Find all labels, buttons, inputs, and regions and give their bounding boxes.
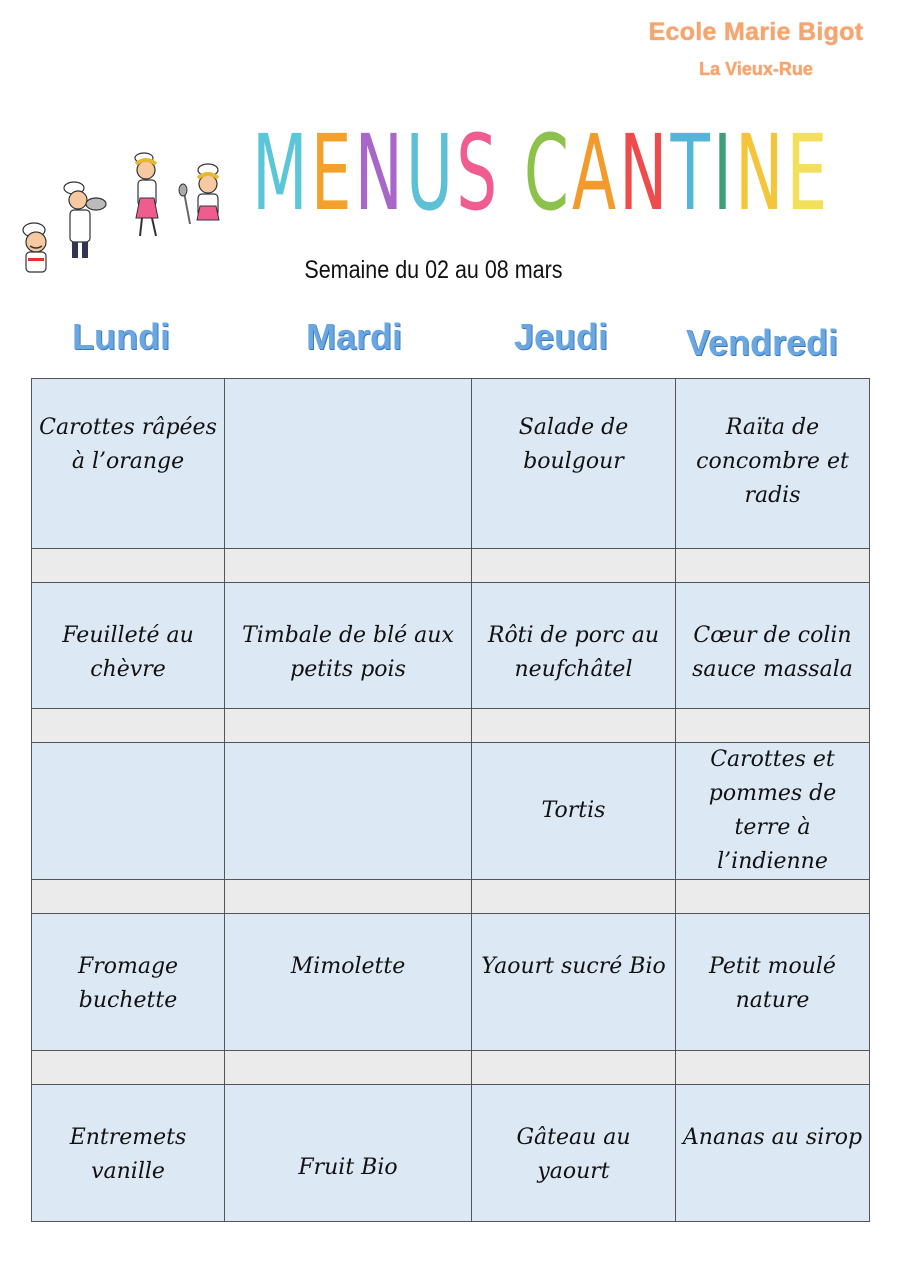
title-letter: N	[735, 112, 787, 234]
title-letter: T	[670, 112, 714, 234]
menu-cell: Petit moulé nature	[676, 914, 870, 1051]
table-row	[32, 743, 870, 880]
separator-row	[32, 549, 870, 583]
menu-cell: Carottes et pommes de terre à l’indienne	[676, 743, 870, 880]
title-letter: N	[619, 112, 671, 234]
menu-cell: Ananas au sirop	[676, 1085, 870, 1222]
menu-cell: Gâteau au yaourt	[472, 1085, 676, 1222]
day-header-vendredi: Vendredi	[686, 322, 839, 363]
table-row	[32, 914, 870, 1051]
menu-cell: Rôti de porc au neufchâtel	[472, 583, 676, 709]
school-name: Ecole Marie Bigot	[648, 18, 864, 46]
title-letter: C	[523, 112, 572, 234]
chef-icon	[179, 164, 219, 224]
school-header	[636, 18, 876, 80]
menu-cell: Cœur de colin sauce massala	[676, 583, 870, 709]
table-row	[32, 583, 870, 709]
menu-cell: Fromage buchette	[32, 914, 225, 1051]
menu-cell: Carottes râpées à l’orange	[32, 379, 225, 549]
menu-cell	[32, 743, 225, 880]
day-header-mardi: Mardi	[306, 316, 403, 357]
menu-cell: Fruit Bio	[225, 1085, 472, 1222]
table-row	[32, 1085, 870, 1222]
title-letter: E	[786, 112, 831, 234]
menu-cell	[225, 743, 472, 880]
title-letter: M	[252, 112, 311, 234]
day-header-jeudi: Jeudi	[514, 316, 609, 357]
table-row	[32, 379, 870, 549]
title-letter	[500, 108, 524, 238]
school-town: La Vieux-Rue	[699, 59, 813, 79]
menu-table	[31, 378, 870, 1222]
chef-icon	[64, 182, 106, 258]
day-header-lundi: Lundi	[72, 316, 170, 357]
title-letter: I	[713, 112, 736, 234]
separator-row	[32, 880, 870, 914]
menu-cell: Mimolette	[225, 914, 472, 1051]
page-title	[252, 108, 830, 238]
menu-cell: Yaourt sucré Bio	[472, 914, 676, 1051]
menu-cell: Salade de boulgour	[472, 379, 676, 549]
title-letter: E	[310, 112, 355, 234]
week-label: Semaine du 02 au 08 mars	[304, 256, 563, 284]
menu-cell: Entremets vanille	[32, 1085, 225, 1222]
separator-row	[32, 709, 870, 743]
menu-cell: Timbale de blé aux petits pois	[225, 583, 472, 709]
separator-row	[32, 1051, 870, 1085]
menu-cell	[225, 379, 472, 549]
title-letter: N	[354, 112, 406, 234]
title-letter: S	[456, 112, 501, 234]
chef-icon	[135, 153, 158, 236]
title-letter: U	[405, 112, 457, 234]
menu-cell: Tortis	[472, 743, 676, 880]
menu-cell: Feuilleté au chèvre	[32, 583, 225, 709]
title-letter: A	[571, 112, 620, 234]
menu-cell: Raïta de concombre et radis	[676, 379, 870, 549]
